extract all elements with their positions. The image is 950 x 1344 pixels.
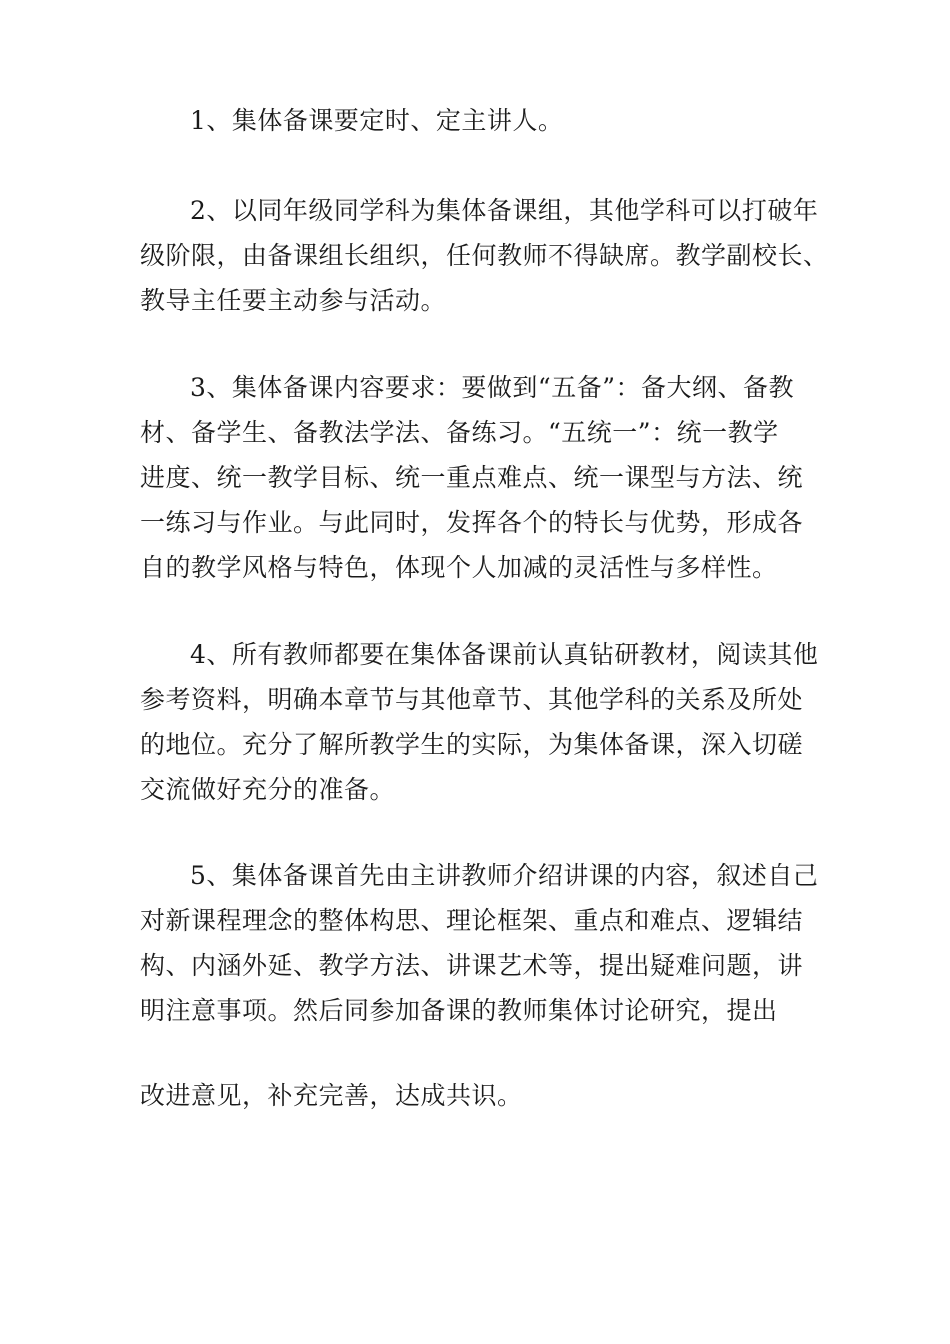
paragraph-line: 参考资料，明确本章节与其他章节、其他学科的关系及所处 [140,685,804,714]
paragraph-line: 5、集体备课首先由主讲教师介绍讲课的内容，叙述自己 [190,861,819,890]
paragraph-line: 材、备学生、备教法学法、备练习。“五统一”：统一教学 [140,418,779,447]
paragraph-line: 3、集体备课内容要求：要做到“五备”：备大纲、备教 [190,373,794,402]
paragraph-line: 进度、统一教学目标、统一重点难点、统一课型与方法、统 [140,463,804,492]
paragraph-6 [140,1073,830,1118]
paragraph-1 [140,98,830,143]
paragraph-line: 改进意见，补充完善，达成共识。 [140,1081,523,1110]
paragraph-5 [140,853,830,1033]
paragraph-line: 交流做好充分的准备。 [140,775,396,804]
paragraph-line: 1、集体备课要定时、定主讲人。 [190,106,564,135]
paragraph-line: 明注意事项。然后同参加备课的教师集体讨论研究，提出 [140,996,778,1025]
paragraph-4 [140,632,830,812]
paragraph-2 [140,188,830,323]
paragraph-line: 4、所有教师都要在集体备课前认真钻研教材，阅读其他 [190,640,819,669]
paragraph-line: 一练习与作业。与此同时，发挥各个的特长与优势，形成各 [140,508,804,537]
paragraph-3 [140,365,830,590]
paragraph-line: 2、以同年级同学科为集体备课组，其他学科可以打破年 [190,196,819,225]
paragraph-line: 自的教学风格与特色，体现个人加减的灵活性与多样性。 [140,553,778,582]
paragraph-line: 的地位。充分了解所教学生的实际，为集体备课，深入切磋 [140,730,804,759]
paragraph-line: 构、内涵外延、教学方法、讲课艺术等，提出疑难问题，讲 [140,951,804,980]
paragraph-line: 级阶限，由备课组长组织，任何教师不得缺席。教学副校长、 [140,241,829,270]
paragraph-line: 对新课程理念的整体构思、理论框架、重点和难点、逻辑结 [140,906,804,935]
paragraph-line: 教导主任要主动参与活动。 [140,286,447,315]
